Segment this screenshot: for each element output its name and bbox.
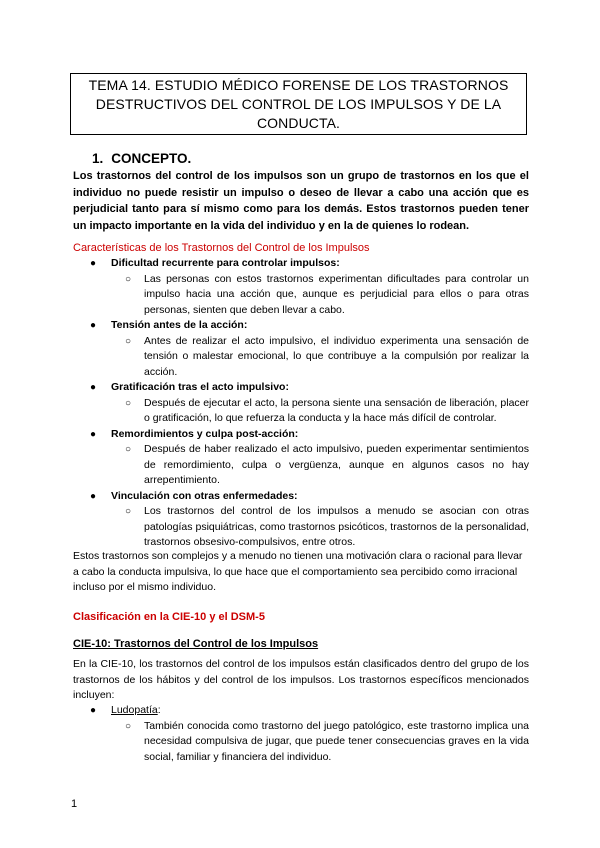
characteristics-closing-paragraph: Estos trastornos son complejos y a menudo no tienen una motivación clara o racional para llevar a cabo la conducta impulsiva, lo que hace que el comportamiento sea percibido como irracional incluso por el mismo individuo. [73,550,523,593]
characteristics-heading: Características de los Trastornos del Control de los Impulsos [73,242,370,254]
list-item-detail [73,719,529,766]
bullet-icon: ● [90,490,97,502]
concept-intro-paragraph: Los trastornos del control de los impulsos son un grupo de trastornos en los que el individuo no puede resistir un impulso o deseo de llevar a cabo una acción que es perjudicial tanto para sí mismo como para los demás. Estos trastornos pueden tener un impacto importante en la vida del individuo y en la de quienes lo rodean. [73,170,529,232]
list-item-label: Dificultad recurrente para controlar impulsos: [111,257,340,269]
concept-heading [92,150,191,168]
list-item [73,380,529,396]
bullet-icon: ● [90,320,97,331]
bullet-icon: ● [90,705,97,716]
list-item-detail [73,334,529,381]
list-item-detail-text: Antes de realizar el acto impulsivo, el individuo experimenta una sensación de tensión o malestar emocional, lo que contribuye a la compulsión por realizar la acción. [144,334,529,378]
list-item-detail [73,504,529,551]
list-item-detail [73,442,529,489]
concept-heading-text: CONCEPTO. [111,151,192,166]
list-item-detail [73,396,529,427]
concept-heading-number: 1. [92,151,104,166]
circle-bullet-icon: ○ [125,506,132,517]
list-item-label: Vinculación con otras enfermedades: [111,489,298,502]
list-item-detail-text: Después de ejecutar el acto, la persona siente una sensación de liberación, placer o gratificación, lo que refuerza la conducta y la hace más difícil de controlar. [144,396,529,424]
list-item [73,318,529,334]
bullet-icon: ● [90,382,97,393]
list-item-label: Ludopatía [111,704,158,716]
cie10-heading: CIE-10: Trastornos del Control de los Impulsos [73,638,319,650]
list-item-detail-text: Después de haber realizado el acto impulsivo, pueden experimentar sentimientos de remordimiento, culpa o vergüenza, aunque en algunos casos no hay arrepentimiento. [144,443,529,486]
list-item-detail-text: Los trastornos del control de los impulsos a menudo se asocian con otras patologías psiquiátricas, como trastornos psicóticos, trastornos de la personalidad, trastornos obsesivo-compulsivos, entre otros. [144,505,529,548]
list-item-label: Gratificación tras el acto impulsivo: [111,381,289,393]
document-title [70,73,527,135]
list-item-label: Remordimientos y culpa post-acción: [111,427,299,440]
page-number: 1 [71,798,78,810]
list-item [73,703,529,719]
document-title-text: TEMA 14. ESTUDIO MÉDICO FORENSE DE LOS TRASTORNOS DESTRUCTIVOS DEL CONTROL DE LOS IMPULSOS Y DE LA CONDUCTA. [88,76,509,131]
circle-bullet-icon: ○ [125,444,132,455]
classification-heading: Clasificación en la CIE-10 y el DSM-5 [73,611,265,623]
cie10-list [73,703,529,765]
list-item-label: Tensión antes de la acción: [111,319,248,331]
circle-bullet-icon: ○ [125,335,132,347]
circle-bullet-icon: ○ [125,397,132,409]
circle-bullet-icon: ○ [125,273,132,285]
list-item-detail-text: También conocida como trastorno del juego patológico, este trastorno implica una necesidad compulsiva de jugar, que puede tener consecuencias graves en la vida social, familiar y financiera del individuo. [144,719,529,763]
list-item-detail-text: Las personas con estos trastornos experimentan dificultades para controlar un impulso hacia una acción que, aunque es perjudicial para ellos o para otras personas, sienten que deben llevar a cabo. [144,272,529,316]
list-item [73,256,529,272]
list-item [73,489,529,505]
cie10-intro-paragraph: En la CIE-10, los trastornos del control de los impulsos están clasificados dentro del grupo de los trastornos de los hábitos y del control de los impulsos. Los trastornos específicos mencionados incluyen: [73,658,529,701]
list-item-label-suffix: : [157,704,161,716]
circle-bullet-icon: ○ [125,720,132,732]
bullet-icon: ● [90,428,97,440]
list-item [73,427,529,443]
characteristics-list [73,256,529,551]
list-item-detail [73,272,529,319]
bullet-icon: ● [90,258,97,269]
